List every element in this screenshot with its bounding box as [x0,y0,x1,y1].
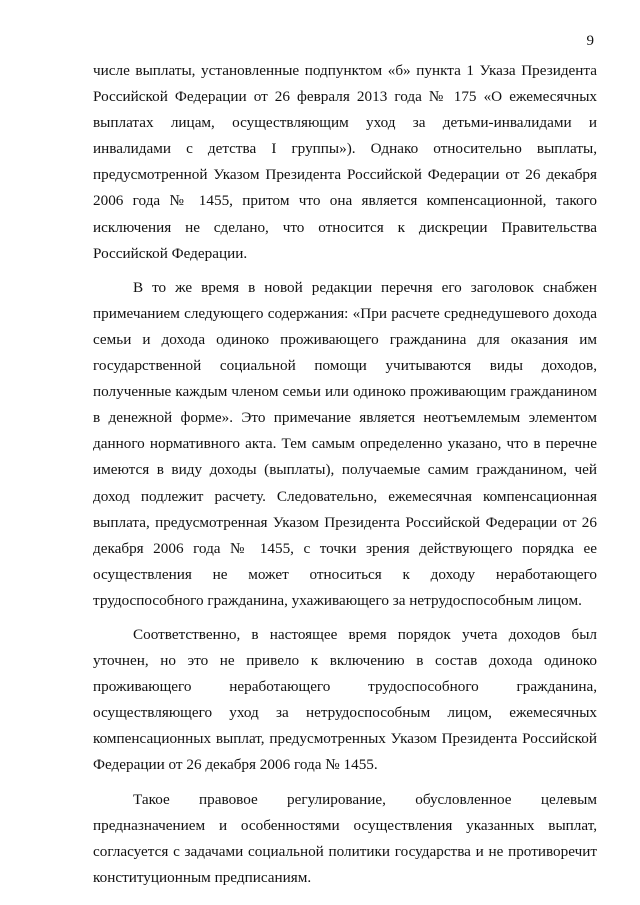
paragraph-3: Соответственно, в настоящее время порядок учета доходов был уточнен, но это не привело к включению в состав дохода одиноко проживающего неработающего трудоспособного гражданина, осуществляющего уход за нетрудоспособным лицом, ежемесячных компенсационных выплат, предусмотренных Указом Президента Российской Федерации от 26 декабря 2006 года № 1455. [93,625,597,774]
document-body [93,58,597,899]
paragraph-4: Такое правовое регулирование, обусловленное целевым предназначением и особенностями осуществления указанных выплат, согласуется с задачами социальной политики государства и не противоречит конституционным предписаниям. [93,790,597,886]
page-number: 9 [586,33,594,49]
paragraph-1: числе выплаты, установленные подпунктом «б» пункта 1 Указа Президента Российской Федерации от 26 февраля 2013 года № 175 «О ежемесячных выплатах лицам, осуществляющим уход за детьми-инвалидами и инвалидами с детства I группы»). Однако относительно выплаты, предусмотренной Указом Президента Российской Федерации от 26 декабря 2006 года № 1455, притом что она является компенсационной, такого исключения не сделано, что относится к дискреции Правительства Российской Федерации. [93,62,597,262]
paragraph-2: В то же время в новой редакции перечня его заголовок снабжен примечанием следующего содержания: «При расчете среднедушевого дохода семьи и дохода одиноко проживающего гражданина для оказания им государственной социальной помощи учитываются виды доходов, полученные каждым членом семьи или одиноко проживающим гражданином в денежной форме». Это примечание является неотъемлемым элементом данного нормативного акта. Тем самым определенно указано, что в перечне имеются в виду доходы (выплаты), получаемые самим гражданином, чей доход подлежит расчету. Следовательно, ежемесячная компенсационная выплата, предусмотренная Указом Президента Российской Федерации от 26 декабря 2006 года № 1455, с точки зрения действующего порядка ее осуществления не может относиться к доходу неработающего трудоспособного гражданина, ухаживающего за нетрудоспособным лицом. [93,278,597,609]
